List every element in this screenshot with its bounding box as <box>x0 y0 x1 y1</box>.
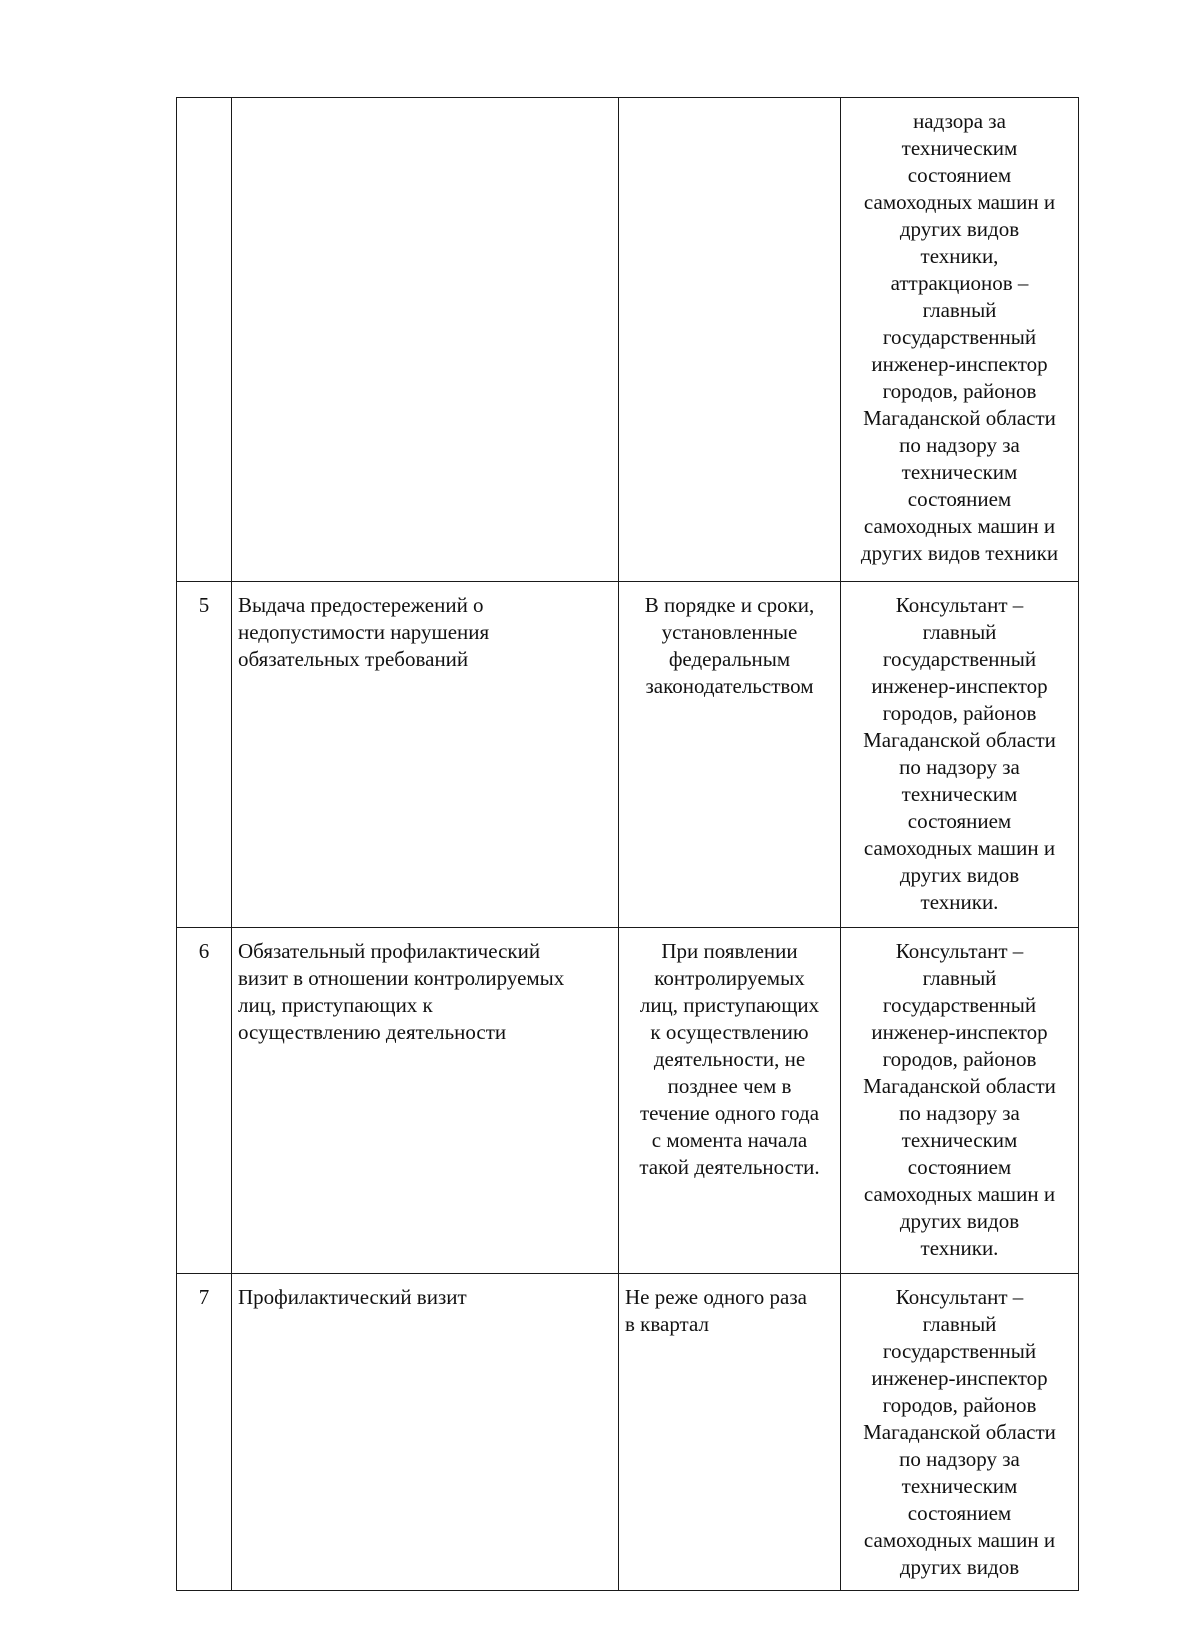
measure-term: В порядке и сроки, установленные федеральным законодательством <box>644 593 815 698</box>
measure-name: Профилактический визит <box>238 1285 467 1309</box>
responsible-official: надзора за техническим состоянием самоходных машин и других видов техники, аттракционов – главный государственный инженер-инспектор городов, районов Магаданской области по надзору за техническим состоянием самоходных машин и других видов техники <box>860 109 1059 565</box>
measures-table <box>176 97 1079 1591</box>
measure-name-cell <box>232 98 619 582</box>
measure-name-cell <box>232 582 619 928</box>
responsible-cell <box>841 1274 1079 1591</box>
row-number-cell <box>177 582 232 928</box>
row-number-cell <box>177 1274 232 1591</box>
table-row <box>177 1274 1079 1591</box>
term-cell <box>619 582 841 928</box>
term-cell <box>619 98 841 582</box>
row-number-cell <box>177 98 232 582</box>
responsible-cell <box>841 582 1079 928</box>
responsible-cell <box>841 98 1079 582</box>
responsible-cell <box>841 928 1079 1274</box>
row-number-cell <box>177 928 232 1274</box>
row-number: 6 <box>198 939 210 963</box>
responsible-official: Консультант – главный государственный инженер-инспектор городов, районов Магаданской области по надзору за техническим состоянием самоходных машин и других видов <box>863 1285 1056 1579</box>
measure-term: Не реже одного раза в квартал <box>625 1285 807 1336</box>
table-row <box>177 928 1079 1274</box>
responsible-official: Консультант – главный государственный инженер-инспектор городов, районов Магаданской области по надзору за техническим состоянием самоходных машин и других видов техники. <box>863 939 1056 1260</box>
responsible-official: Консультант – главный государственный инженер-инспектор городов, районов Магаданской области по надзору за техническим состоянием самоходных машин и других видов техники. <box>863 593 1056 914</box>
measure-name: Выдача предостережений о недопустимости нарушения обязательных требований <box>238 593 490 671</box>
term-cell <box>619 1274 841 1591</box>
table-row <box>177 582 1079 928</box>
term-cell <box>619 928 841 1274</box>
row-number: 7 <box>198 1285 210 1309</box>
table-row <box>177 98 1079 582</box>
measure-term: При появлении контролируемых лиц, приступающих к осуществлению деятельности, не позднее чем в течение одного года с момента начала такой деятельности. <box>639 939 820 1179</box>
row-number: 5 <box>198 593 210 617</box>
measure-name: Обязательный профилактический визит в отношении контролируемых лиц, приступающих к осуществлению деятельности <box>238 939 565 1044</box>
measure-name-cell <box>232 928 619 1274</box>
measure-name-cell <box>232 1274 619 1591</box>
